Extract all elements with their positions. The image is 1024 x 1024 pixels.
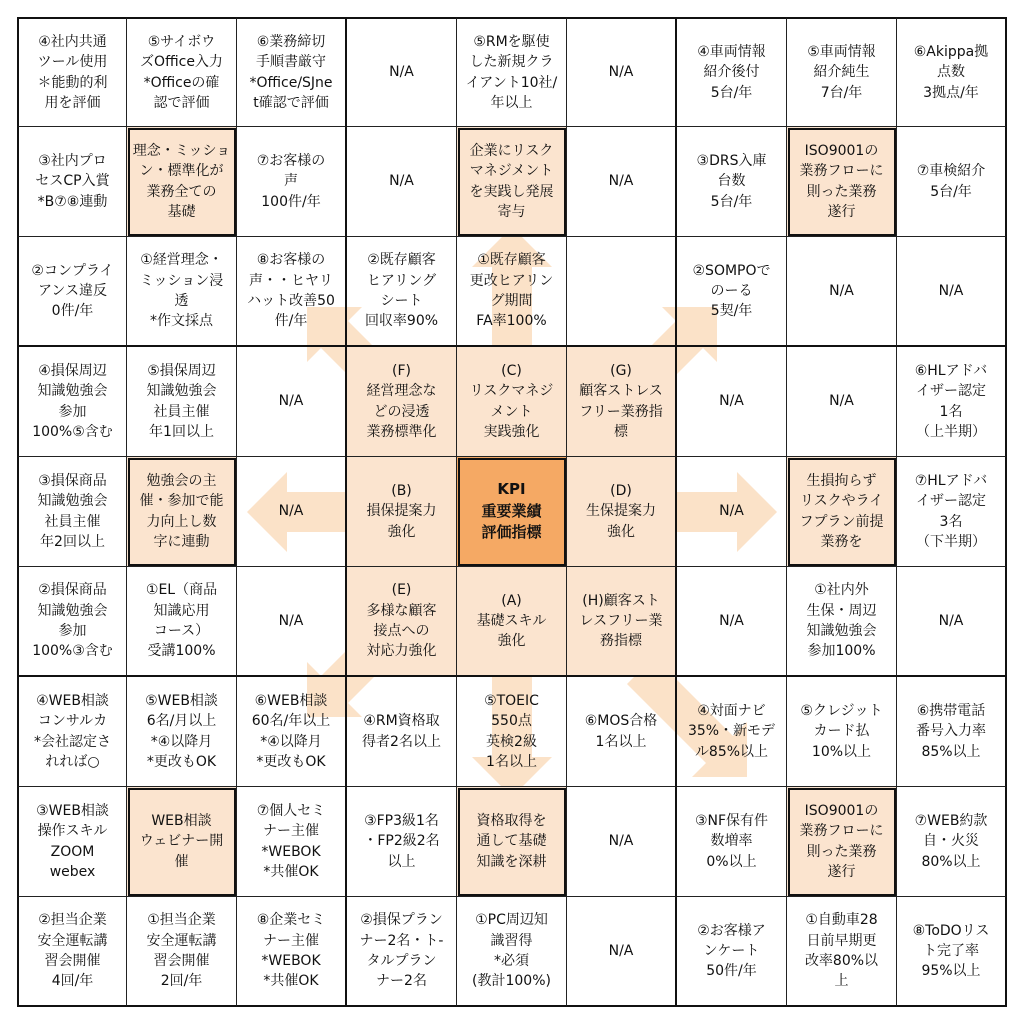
grid-cell: ⑦車検紹介 5台/年 <box>897 127 1007 237</box>
grid-cell: ①自動車28 日前早期更 改率80%以 上 <box>787 897 897 1007</box>
category-cell: (C) リスクマネジ メント 実践強化 <box>457 347 567 457</box>
theme-cell: ISO9001の 業務フローに 則った業務 遂行 <box>787 127 897 237</box>
grid-cell: ⑧企業セミ ナー主催 *WEBOK *共催OK <box>237 897 347 1007</box>
grid-cell: N/A <box>897 567 1007 677</box>
grid-cell: N/A <box>787 347 897 457</box>
grid-cell: ⑥Akippa拠 点数 3拠点/年 <box>897 17 1007 127</box>
grid-cell: ②お客様ア ンケート 50件/年 <box>677 897 787 1007</box>
category-cell: (E) 多様な顧客 接点への 対応力強化 <box>347 567 457 677</box>
grid-cell: N/A <box>677 457 787 567</box>
grid-cell: ②損保プラン ナー2名・ト- タルプラン ナー2名 <box>347 897 457 1007</box>
grid-cell <box>567 237 677 347</box>
grid-cell: ④損保周辺 知識勉強会 参加 100%⑤含む <box>17 347 127 457</box>
grid-cell: ③社内プロ セスCP入賞 *B⑦⑧連動 <box>17 127 127 237</box>
grid-cell: N/A <box>677 567 787 677</box>
theme-cell: WEB相談 ウェビナー開 催 <box>127 787 237 897</box>
grid-cell: N/A <box>787 237 897 347</box>
category-cell: (D) 生保提案力 強化 <box>567 457 677 567</box>
grid-cell: ③WEB相談 操作スキル ZOOM webex <box>17 787 127 897</box>
grid-cell: ①担当企業 安全運転講 習会開催 2回/年 <box>127 897 237 1007</box>
grid-cell: ⑧お客様の 声・・ヒヤリ ハット改善50 件/年 <box>237 237 347 347</box>
grid-cell: N/A <box>237 567 347 677</box>
grid-cell: ④対面ナビ 35%・新モデ ル85%以上 <box>677 677 787 787</box>
theme-cell: ISO9001の 業務フローに 則った業務 遂行 <box>787 787 897 897</box>
grid-cell: N/A <box>567 127 677 237</box>
grid-cell: ⑥携帯電話 番号入力率 85%以上 <box>897 677 1007 787</box>
grid-cell: ①EL（商品 知識応用 コース） 受講100% <box>127 567 237 677</box>
mandala-chart-grid <box>17 17 1007 1007</box>
grid-cell: ③FP3級1名 ・FP2級2名 以上 <box>347 787 457 897</box>
grid-cell: N/A <box>347 17 457 127</box>
grid-cell: N/A <box>897 237 1007 347</box>
grid-cell: ③NF保有件 数増率 0%以上 <box>677 787 787 897</box>
category-cell: (B) 損保提案力 強化 <box>347 457 457 567</box>
grid-cell: ③DRS入庫 台数 5台/年 <box>677 127 787 237</box>
grid-cell: ⑤クレジット カード払 10%以上 <box>787 677 897 787</box>
grid-cell: ⑤サイボウ ズOffice入力 *Officeの確 認で評価 <box>127 17 237 127</box>
grid-cell: ③損保商品 知識勉強会 社員主催 年2回以上 <box>17 457 127 567</box>
grid-cell: ⑦お客様の 声 100件/年 <box>237 127 347 237</box>
grid-cell: ⑦HLアドバ イザー認定 3名 （下半期） <box>897 457 1007 567</box>
grid-cell: ⑥MOS合格 1名以上 <box>567 677 677 787</box>
grid-cell: ⑥WEB相談 60名/年以上 *④以降月 *更改もOK <box>237 677 347 787</box>
category-cell: (F) 経営理念な どの浸透 業務標準化 <box>347 347 457 457</box>
grid-cell: N/A <box>567 17 677 127</box>
category-cell: (H)顧客スト レスフリー業 務指標 <box>567 567 677 677</box>
grid-cell: ⑤車両情報 紹介純生 7台/年 <box>787 17 897 127</box>
grid-cell: ⑧ToDOリス ト完了率 95%以上 <box>897 897 1007 1007</box>
grid-cell: ②既存顧客 ヒアリング シート 回収率90% <box>347 237 457 347</box>
kpi-center-cell: KPI 重要業績 評価指標 <box>457 457 567 567</box>
grid-cell: N/A <box>347 127 457 237</box>
grid-cell: ①既存顧客 更改ヒアリン グ期間 FA率100% <box>457 237 567 347</box>
grid-cell: N/A <box>237 457 347 567</box>
category-cell: (A) 基礎スキル 強化 <box>457 567 567 677</box>
grid-cell: N/A <box>567 787 677 897</box>
grid-cell: N/A <box>567 897 677 1007</box>
grid-cell: ①PC周辺知 識習得 *必須 (教計100%) <box>457 897 567 1007</box>
grid-cell: ①社内外 生保・周辺 知識勉強会 参加100% <box>787 567 897 677</box>
grid-cell: ②損保商品 知識勉強会 参加 100%③含む <box>17 567 127 677</box>
grid-cell: ④WEB相談 コンサルカ *会社認定さ れれば○ <box>17 677 127 787</box>
grid-cell: ⑥業務締切 手順書厳守 *Office/SJne t確認で評価 <box>237 17 347 127</box>
grid-cell: ④社内共通 ツール使用 ＊能動的利 用を評価 <box>17 17 127 127</box>
grid-cell: ②SOMPOで のーる 5契/年 <box>677 237 787 347</box>
category-cell: (G) 顧客ストレス フリー業務指 標 <box>567 347 677 457</box>
grid-cell: ⑦WEB約款 自・火災 80%以上 <box>897 787 1007 897</box>
grid-cell: ⑤RMを駆使 した新規クラ イアント10社/ 年以上 <box>457 17 567 127</box>
theme-cell: 企業にリスク マネジメント を実践し発展 寄与 <box>457 127 567 237</box>
grid-cell: N/A <box>677 347 787 457</box>
theme-cell: 理念・ミッショ ン・標準化が 業務全ての 基礎 <box>127 127 237 237</box>
grid-cell: ⑥HLアドバ イザー認定 1名 （上半期） <box>897 347 1007 457</box>
grid-cell: ②コンプライ アンス違反 0件/年 <box>17 237 127 347</box>
grid-cell: ④RM資格取 得者2名以上 <box>347 677 457 787</box>
theme-cell: 資格取得を 通して基礎 知識を深耕 <box>457 787 567 897</box>
theme-cell: 生損拘らず リスクやライ フプラン前提 業務を <box>787 457 897 567</box>
grid-cell: ⑤TOEIC 550点 英検2級 1名以上 <box>457 677 567 787</box>
grid-cell: ⑤WEB相談 6名/月以上 *④以降月 *更改もOK <box>127 677 237 787</box>
grid-cell: ⑤損保周辺 知識勉強会 社員主催 年1回以上 <box>127 347 237 457</box>
grid-cell: ④車両情報 紹介後付 5台/年 <box>677 17 787 127</box>
grid-cell: ⑦個人セミ ナー主催 *WEBOK *共催OK <box>237 787 347 897</box>
grid-cell: N/A <box>237 347 347 457</box>
grid-cell: ①経営理念・ ミッション浸 透 *作文採点 <box>127 237 237 347</box>
grid-cell: ②担当企業 安全運転講 習会開催 4回/年 <box>17 897 127 1007</box>
theme-cell: 勉強会の主 催・参加で能 力向上し数 字に連動 <box>127 457 237 567</box>
